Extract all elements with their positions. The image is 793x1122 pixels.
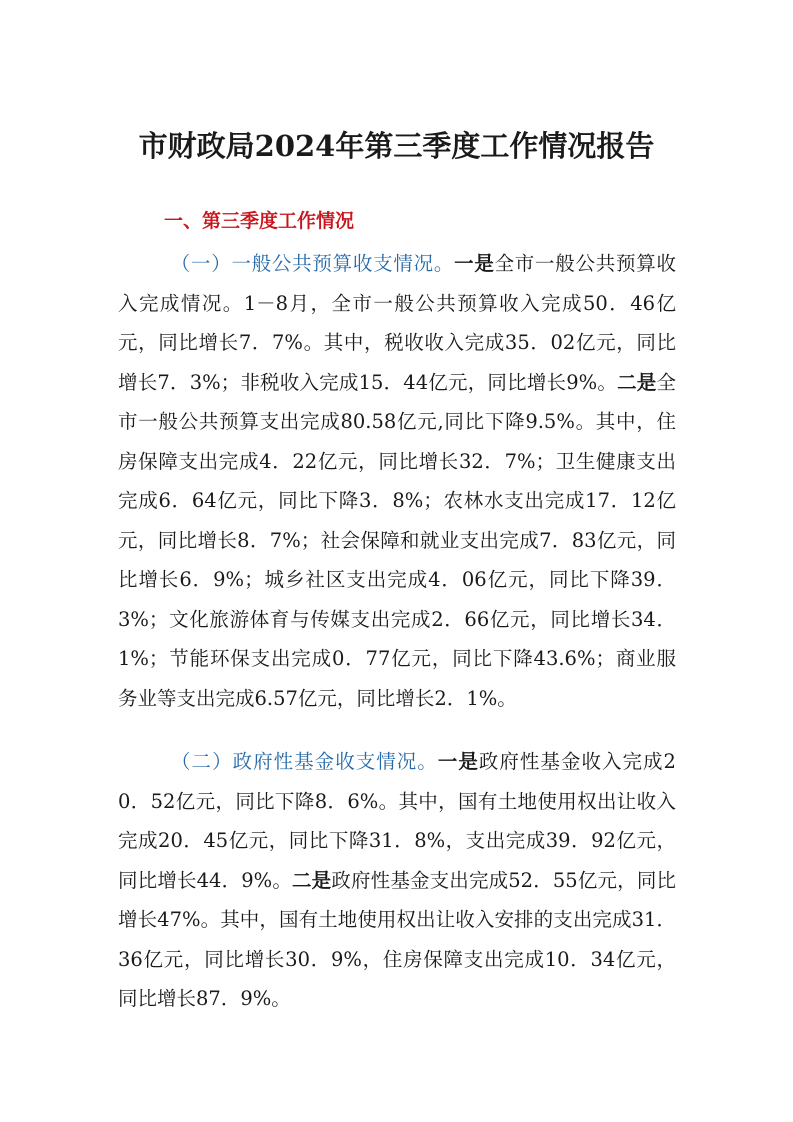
document-title: 市财政局2024年第三季度工作情况报告 — [138, 129, 655, 163]
section-heading: 一、第三季度工作情况 — [164, 210, 355, 232]
paragraph-text: 全市一般公共预算收入完成情况。1－8月，全市一般公共预算收入完成50．46亿元，同比增长7．7%。其中，税收收入完成35．02亿元，同比增长7．3%；非税收入完成15．44亿元，同比增长9%。 — [118, 252, 676, 394]
paragraph-text: 政府性基金收入完成20．52亿元，同比下降8．6%。其中，国有土地使用权出让收入完成20．45亿元，同比下降31．8%，支出完成39．92亿元，同比增长44．9%。 — [118, 750, 676, 892]
subheading-government-fund: （二）政府性基金收支情况。 — [170, 750, 438, 773]
paragraph-general-budget — [118, 244, 676, 718]
subheading-general-budget: （一）一般公共预算收支情况。 — [170, 252, 455, 275]
paragraph-text: 全市一般公共预算支出完成80.58亿元,同比下降9.5%。其中，住房保障支出完成4．22亿元，同比增长32．7%；卫生健康支出完成6．64亿元，同比下降3．8%；农林水支出完成17．12亿元，同比增长8．7%；社会保障和就业支出完成7．83亿元，同比增长6．9%；城乡社区支出完成4．06亿元，同比下降39．3%；文化旅游体育与传媒支出完成2．66亿元，同比增长34．1%；节能环保支出完成0．77亿元，同比下降43.6%；商业服务业等支出完成6.57亿元，同比增长2．1%。 — [118, 370, 676, 710]
lead-first: 一是 — [437, 750, 479, 773]
lead-second: 二是 — [292, 868, 332, 892]
lead-first: 一是 — [454, 252, 495, 275]
lead-second: 二是 — [617, 370, 657, 394]
paragraph-government-fund — [118, 742, 676, 1019]
paragraph-text: 政府性基金支出完成52．55亿元，同比增长47%。其中，国有土地使用权出让收入安排的支出完成31．36亿元，同比增长30．9%，住房保障支出完成10．34亿元，同比增长87．9%。 — [118, 868, 676, 1010]
